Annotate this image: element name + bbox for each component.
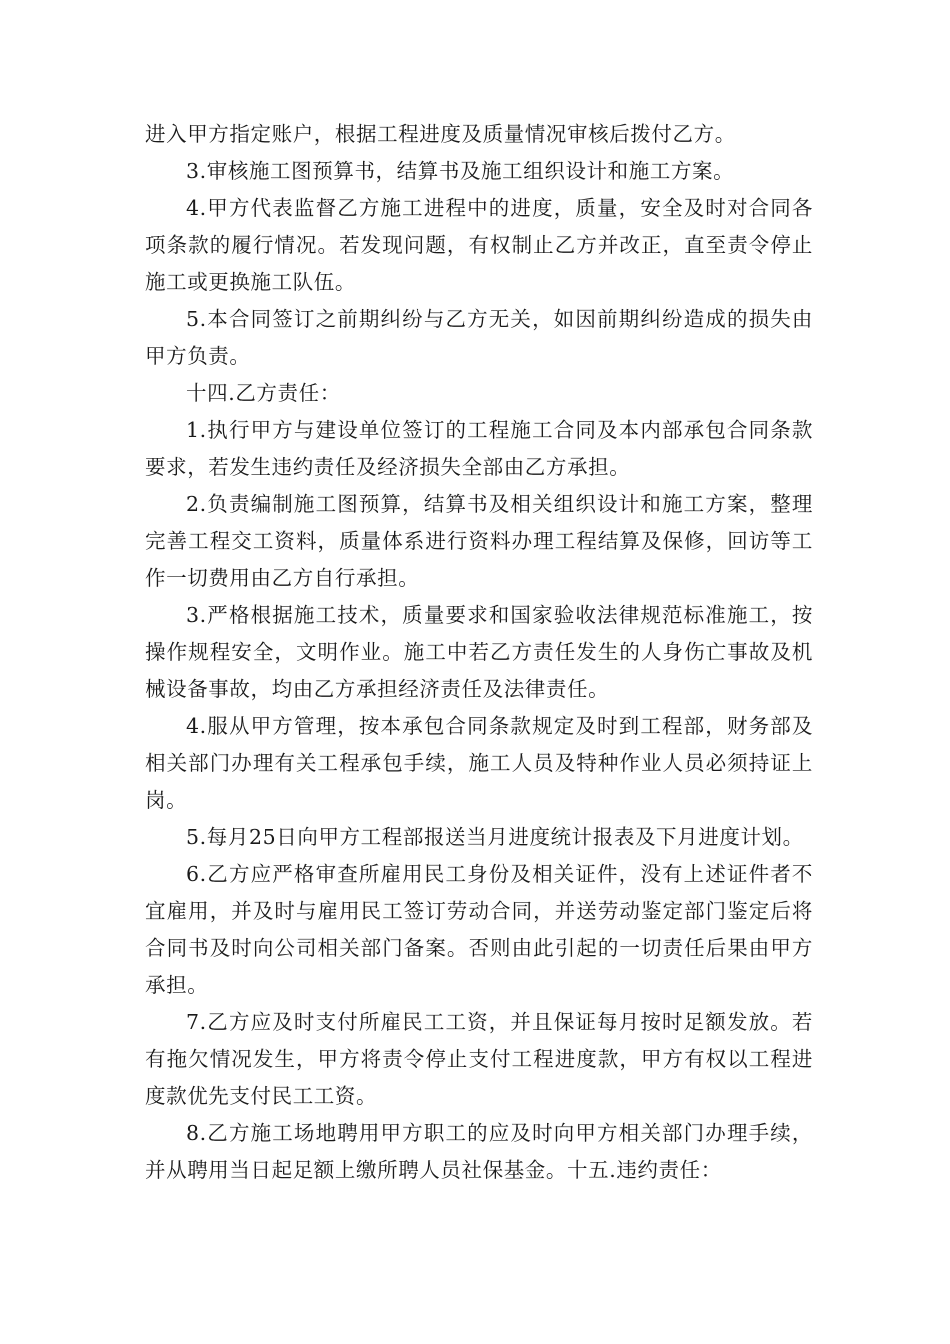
paragraph: 6.乙方应严格审查所雇用民工身份及相关证件，没有上述证件者不宜雇用，并及时与雇用民工签订劳动合同，并送劳动鉴定部门鉴定后将合同书及时向公司相关部门备案。否则由此引起的一切责任后果由甲方承担。 [145, 862, 813, 997]
paragraph: 3.严格根据施工技术，质量要求和国家验收法律规范标准施工，按操作规程安全，文明作业。施工中若乙方责任发生的人身伤亡事故及机械设备事故，均由乙方承担经济责任及法律责任。 [145, 603, 813, 701]
document-body [145, 116, 813, 1189]
paragraph: 4.甲方代表监督乙方施工进程中的进度，质量，安全及时对合同各项条款的履行情况。若发现问题，有权制止乙方并改正，直至责令停止施工或更换施工队伍。 [145, 196, 813, 294]
paragraph: 4.服从甲方管理，按本承包合同条款规定及时到工程部，财务部及相关部门办理有关工程承包手续，施工人员及特种作业人员必须持证上岗。 [145, 714, 813, 812]
paragraph: 8.乙方施工场地聘用甲方职工的应及时向甲方相关部门办理手续，并从聘用当日起足额上缴所聘人员社保基金。十五.违约责任： [145, 1121, 813, 1182]
paragraph: 5.每月25日向甲方工程部报送当月进度统计报表及下月进度计划。 [186, 825, 804, 849]
paragraph: 2.负责编制施工图预算，结算书及相关组织设计和施工方案，整理完善工程交工资料，质量体系进行资料办理工程结算及保修，回访等工作一切费用由乙方自行承担。 [145, 492, 813, 590]
paragraph: 进入甲方指定账户，根据工程进度及质量情况审核后拨付乙方。 [145, 122, 736, 146]
section-heading: 十四.乙方责任： [186, 381, 341, 405]
paragraph: 5.本合同签订之前期纠纷与乙方无关，如因前期纠纷造成的损失由甲方负责。 [145, 307, 813, 368]
paragraph: 1.执行甲方与建设单位签订的工程施工合同及本内部承包合同条款要求，若发生违约责任及经济损失全部由乙方承担。 [145, 418, 813, 479]
paragraph: 7.乙方应及时支付所雇民工工资，并且保证每月按时足额发放。若有拖欠情况发生，甲方将责令停止支付工程进度款，甲方有权以工程进度款优先支付民工工资。 [145, 1010, 813, 1108]
paragraph: 3.审核施工图预算书，结算书及施工组织设计和施工方案。 [186, 159, 735, 183]
